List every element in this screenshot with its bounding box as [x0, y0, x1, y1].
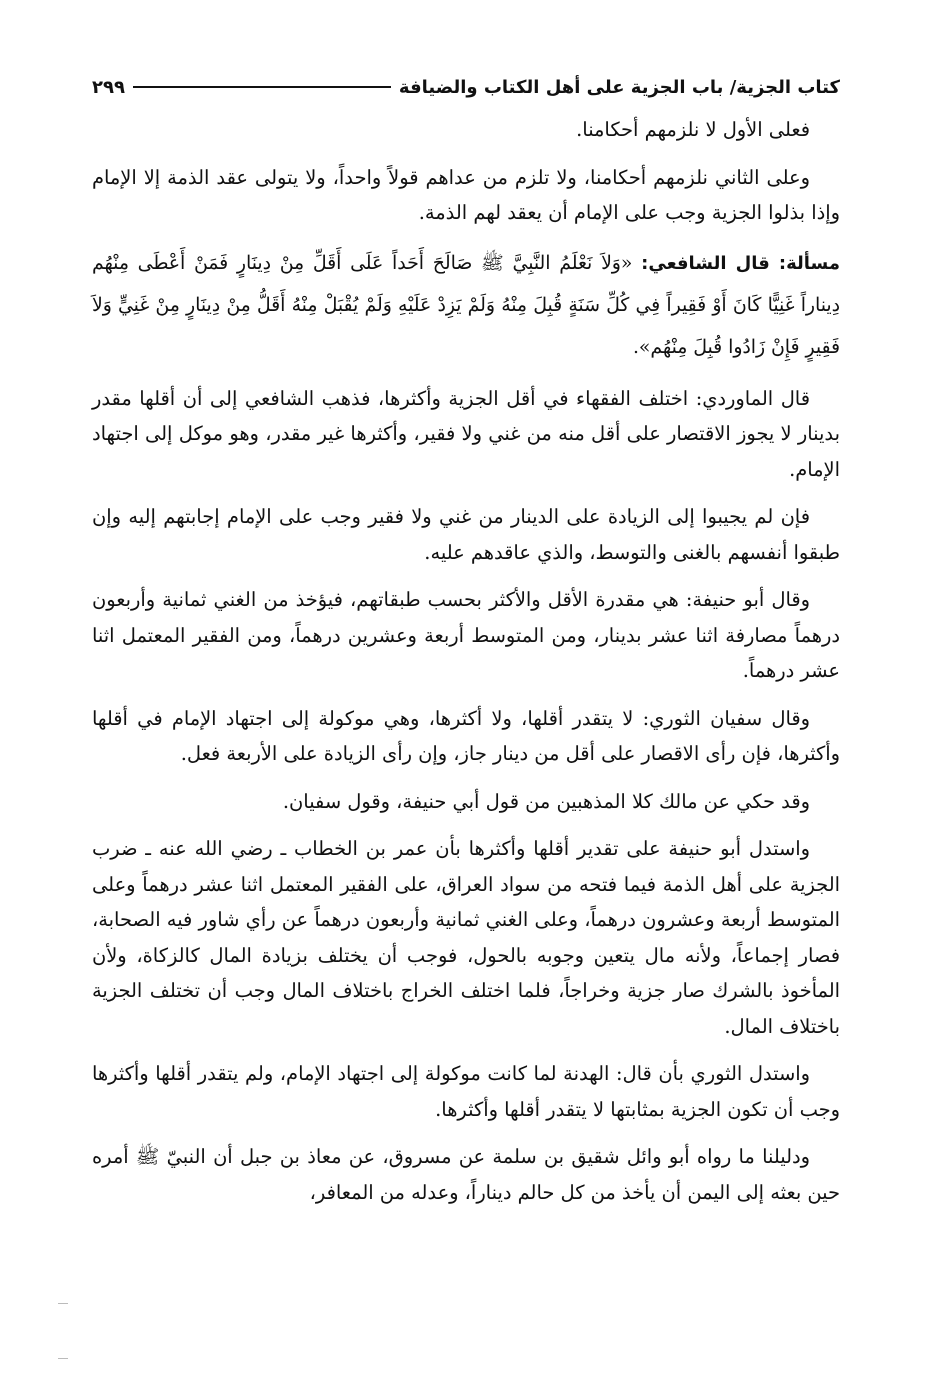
paragraph: قال الماوردي: اختلف الفقهاء في أقل الجزية وأكثرها، فذهب الشافعي إلى أن أقلها مقدر بدينار لا يجوز الاقتصار على أقل منه من غني ولا فقير، وأكثرها غير مقدر، وهو موكل إلى اجتهاد الإمام.	[92, 386, 840, 481]
paragraph: وقال سفيان الثوري: لا يتقدر أقلها، ولا أكثرها، وهي موكولة إلى اجتهاد الإمام في أقلها وأكثرها، فإن رأى الاقصار على أقل من دينار جاز، وإن رأى الزيادة على الأربعة فعل.	[92, 706, 840, 765]
page-number: ٢٩٩	[92, 76, 125, 98]
issue-label: مسألة: قال الشافعي:	[641, 252, 840, 274]
paragraph: واستدل الثوري بأن قال: الهدنة لما كانت موكولة إلى اجتهاد الإمام، ولم يتقدر أقلها وأكثرها وجب أن تكون الجزية بمثابتها لا يتقدر أقلها وأكثرها.	[92, 1062, 840, 1121]
paragraph: وعلى الثاني نلزمهم أحكامنا، ولا تلزم من عداهم قولاً واحداً، ولا يتولى عقد الذمة إلا الإمام وإذا بذلوا الجزية وجب على الإمام أن يعقد لهم الذمة.	[92, 165, 840, 224]
body-text	[92, 112, 840, 1222]
paragraph: وقال أبو حنيفة: هي مقدرة الأقل والأكثر بحسب طبقاتهم، فيؤخذ من الغني ثمانية وأربعون درهماً مصارفة اثنا عشر بدينار، ومن المتوسط أربعة وعشرين درهماً، ومن الفقير المعتمل اثنا عشر درهماً.	[92, 588, 840, 682]
paragraph: واستدل أبو حنيفة على تقدير أقلها وأكثرها بأن عمر بن الخطاب ـ رضي الله عنه ـ ضرب الجزية على أهل الذمة فيما فتحه من سواد العراق، على الفقير المعتمل اثنا عشر درهماً وعلى المتوسط أربعة وعشرون درهماً، وعلى الغني ثمانية وأربعون درهماً عن رأي شاور فيه الصحابة، فصار إجماعاً، ولأنه مال يتعين وجوبه بالحول، فوجب أن يختلف بزيادة المال كالزكاة، ولأن المأخوذ بالشرك صار جزية وخراجاً، فلما اختلف الخراج باختلاف المال وجب أن تختلف الجزية باختلاف المال.	[92, 837, 840, 1038]
chapter-title: كتاب الجزية/ باب الجزية على أهل الكتاب والضيافة	[398, 76, 840, 98]
margin-mark	[58, 1358, 68, 1359]
paragraph: وقد حكي عن مالك كلا المذهبين من قول أبي حنيفة، وقول سفيان.	[282, 789, 810, 813]
paragraph: ودليلنا ما رواه أبو وائل شقيق بن سلمة عن مسروق، عن معاذ بن جبل أن النبيّ ﷺ أمره حين بعثه إلى اليمن أن يأخذ من كل حالم ديناراً، وعدله من المعافر،	[92, 1145, 840, 1204]
issue-paragraph	[92, 243, 840, 369]
header-rule	[133, 86, 391, 88]
paragraph: فعلى الأول لا نلزمهم أحكامنا.	[576, 118, 810, 141]
issue-quote: «وَلاَ نَعْلَمُ النَّبِيَّ ﷺ صَالَحَ أَحَداً عَلَى أَقَلِّ مِنْ دِينَارٍ فَمَنْ أَعْطَى مِنْهُم دِيناراً غَنِيًّا كَانَ أَوْ فَقِيراً فِي كُلِّ سَنَةٍ قُبِلَ مِنْهُ وَلَمْ يَزِدْ عَلَيْهِ وَلَمْ يُقْبَلْ مِنْهُ أَقَلُّ مِنْ دِينَارٍ مِنْ غَنِيٍّ وَلاَ فَقِيرٍ فَإِنْ زَادُوا قُبِلَ مِنْهُم».	[92, 252, 840, 358]
running-header	[92, 70, 840, 104]
paragraph: فإن لم يجيبوا إلى الزيادة على الدينار من غني ولا فقير وجب على الإمام إجابتهم إليه وإن طبقوا أنفسهم بالغنى والتوسط، والذي عاقدهم عليه.	[92, 505, 840, 564]
margin-mark	[58, 1303, 68, 1304]
